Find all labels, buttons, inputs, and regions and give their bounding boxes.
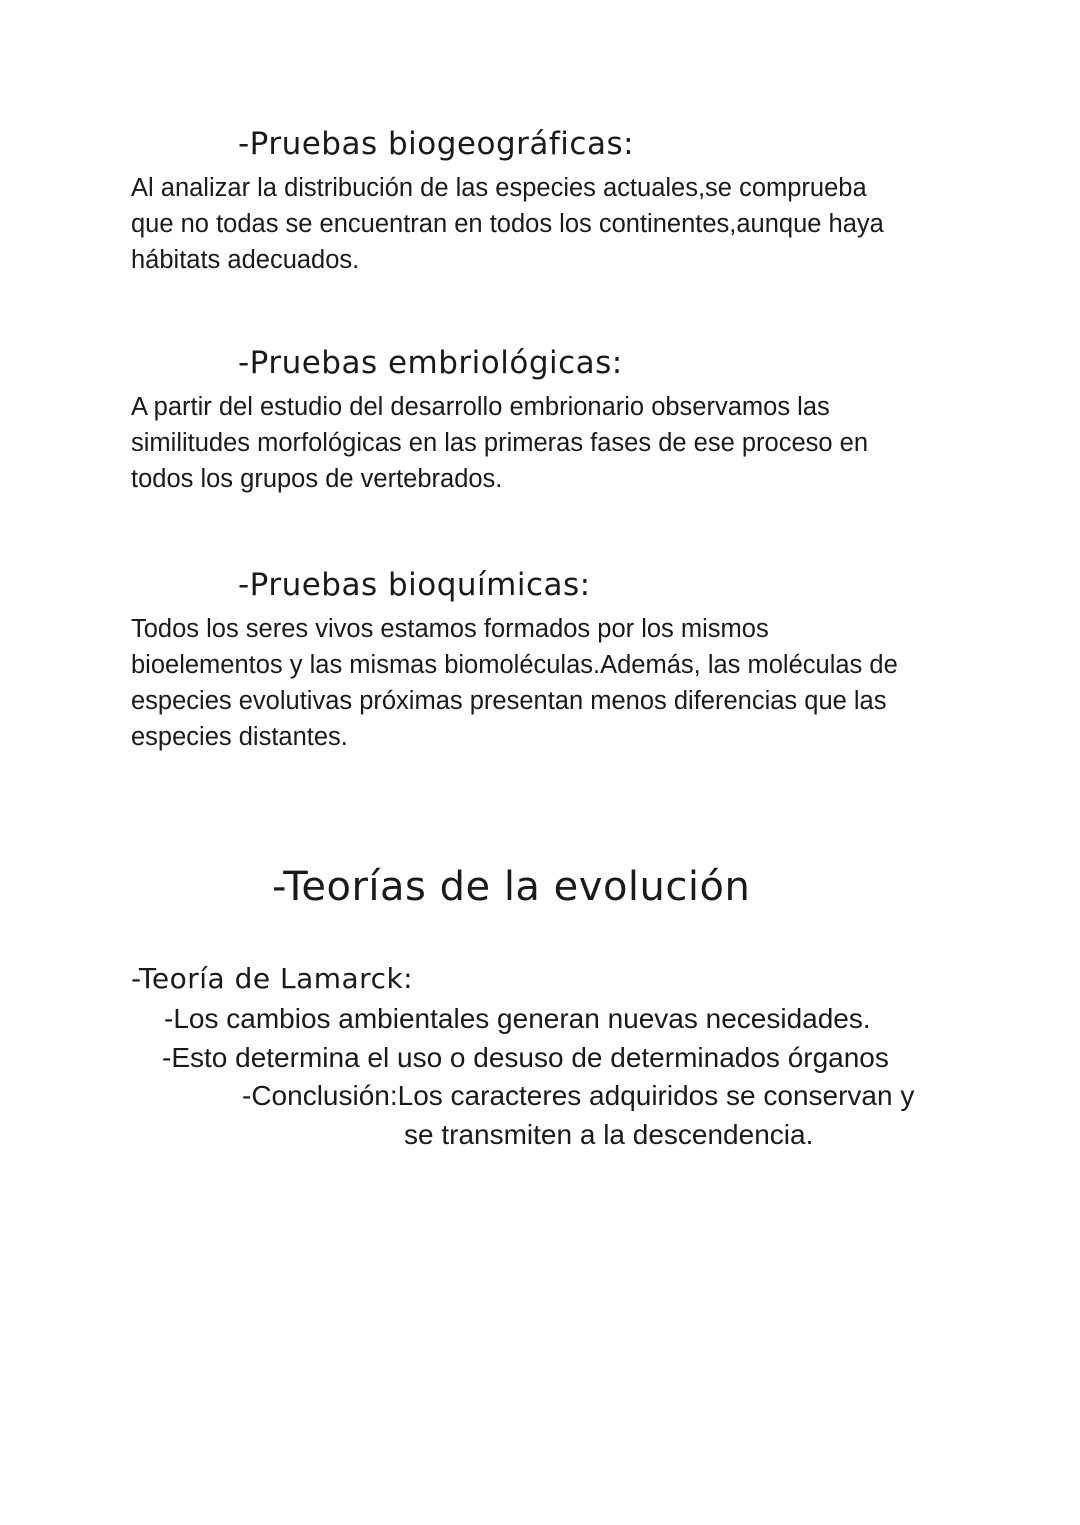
lamarck-heading: -Teoría de Lamarck: <box>131 962 414 995</box>
lamarck-point-1: -Los cambios ambientales generan nuevas necesidades. <box>164 1003 871 1034</box>
paragraph-biogeograficas <box>131 170 971 278</box>
text-line: hábitats adecuados. <box>131 246 360 274</box>
text-line: todos los grupos de vertebrados. <box>131 465 503 493</box>
text-line: especies distantes. <box>131 723 348 751</box>
section-heading-embriologicas: -Pruebas embriológicas: <box>238 345 623 381</box>
main-heading: -Teorías de la evolución <box>272 864 751 910</box>
paragraph-embriologicas <box>131 389 971 497</box>
text-line: Al analizar la distribución de las especies actuales,se comprueba <box>131 174 867 202</box>
paragraph-bioquimicas <box>131 611 971 755</box>
text-line: Todos los seres vivos estamos formados por los mismos <box>131 615 769 643</box>
text-line: similitudes morfológicas en las primeras fases de ese proceso en <box>131 429 869 457</box>
lamarck-conclusion-line-2: se transmiten a la descendencia. <box>404 1119 814 1150</box>
section-heading-bioquimicas: -Pruebas bioquímicas: <box>238 567 591 603</box>
lamarck-conclusion-line-1: -Conclusión:Los caracteres adquiridos se conservan y <box>242 1080 915 1111</box>
text-line: A partir del estudio del desarrollo embrionario observamos las <box>131 393 830 421</box>
lamarck-point-2: -Esto determina el uso o desuso de determinados órganos <box>162 1042 889 1073</box>
text-line: especies evolutivas próximas presentan menos diferencias que las <box>131 687 887 715</box>
text-line: bioelementos y las mismas biomoléculas.Además, las moléculas de <box>131 651 898 679</box>
text-line: que no todas se encuentran en todos los continentes,aunque haya <box>131 210 884 238</box>
section-heading-biogeograficas: -Pruebas biogeográficas: <box>238 126 635 162</box>
